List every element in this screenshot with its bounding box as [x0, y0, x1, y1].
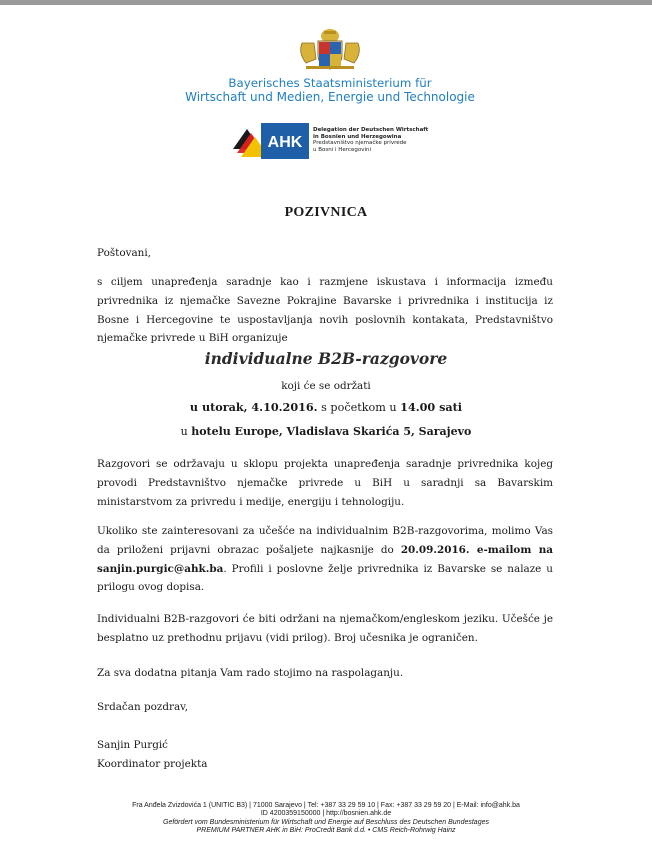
event-date-middle: s početkom u	[317, 401, 401, 414]
footer-id: ID 4200359150000 | http://bosnien.ahk.de	[260, 810, 392, 818]
ahk-line-1: Delegation der Deutschen Wirtschaft	[313, 127, 429, 133]
registration-paragraph	[97, 522, 553, 597]
event-date	[0, 400, 652, 414]
event-venue-prefix: u	[180, 425, 192, 438]
letter-title: POZIVNICA	[284, 205, 368, 220]
signature	[97, 736, 553, 774]
ministry-line-2: Wirtschaft und Medien, Energie und Technologie	[185, 90, 475, 104]
footer-address: Fra Anđela Zvizdovića 1 (UNITIC B3) | 71000 Sarajevo | Tel: +387 33 29 59 10 | Fax: +387 33 29 59 20 | E-Mail: info@ahk.ba	[132, 802, 520, 809]
ahk-line-4: u Bosni i Hercegovini	[313, 146, 371, 153]
event-venue	[0, 425, 652, 438]
registration-text-a: Ukoliko ste zainteresovani za učešće na individualnim B2B-razgovorima, molimo Vas da priloženi prijavni obrazac pošaljete najkasnije do	[97, 525, 553, 556]
ahk-logo-icon	[231, 123, 309, 159]
event-name: individualne B2B-razgovore	[204, 349, 448, 368]
registration-text-b: . Profili i poslovne želje privrednika iz Bavarske se nalaze u prilogu ovog dopisa.	[97, 562, 553, 594]
ministry-line-1: Bayerisches Staatsministerium für	[228, 76, 432, 90]
ahk-line-3: Predstavništvo njemačke privrede	[313, 140, 407, 147]
event-connector: koji će se održati	[281, 380, 371, 392]
project-paragraph: Razgovori se održavaju u sklopu projekta unapređenja saradnje privrednika kojeg provodi Predstavništvo njemačke privrede u BiH u saradnji sa Bavarskim ministarstvom za privredu i medije, energiju i tehnologiju.	[97, 458, 553, 508]
top-border	[0, 0, 652, 5]
closing: Srdačan pozdrav,	[97, 701, 189, 713]
footer-partners: PREMIUM PARTNER AHK in BiH: ProCredit Bank d.d. • CMS Reich-Rohrwig Hainz	[196, 826, 456, 834]
questions-paragraph: Za sva dodatna pitanja Vam rado stojimo na raspolaganju.	[97, 667, 404, 679]
signer-role: Koordinator projekta	[97, 757, 208, 770]
intro-paragraph: s ciljem unapređenja saradnje kao i razmjene iskustava i informacija između privrednika iz njemačke Savezne Pokrajine Bavarske i privrednika i institucija iz Bosne i Hercegovine te uspostavljanja novih poslovnih kontakata, Predstavništvo njemačke privrede u BiH organizuje	[97, 276, 553, 345]
event-time: 14.00 sati	[400, 400, 463, 414]
footer-funding: Gefördert vom Bundesministerium für Wirtschaft und Energie auf Beschluss des Deutschen Bundestages	[163, 818, 489, 826]
ministry-name	[150, 76, 510, 104]
ahk-line-2: in Bosnien und Herzegowina	[313, 133, 402, 140]
ahk-logo-text: AHK	[267, 134, 303, 151]
language-paragraph: Individualni B2B-razgovori će biti održani na njemačkom/engleskom jeziku. Učešće je besplatno uz prethodnu prijavu (vidi prilog). Broj učesnika je ograničen.	[97, 613, 553, 644]
salutation: Poštovani,	[97, 247, 151, 259]
signer-name: Sanjin Purgić	[97, 739, 168, 751]
bavarian-crest-icon	[296, 27, 364, 71]
ahk-delegation-text	[313, 127, 463, 153]
event-venue-name: hotelu Europe, Vladislava Skarića 5, Sarajevo	[191, 425, 472, 438]
footer	[0, 802, 652, 835]
registration-deadline-email: 20.09.2016. e-mailom na sanjin.purgic@ahk.ba	[97, 543, 554, 575]
event-date-day: u utorak, 4.10.2016.	[189, 400, 318, 414]
